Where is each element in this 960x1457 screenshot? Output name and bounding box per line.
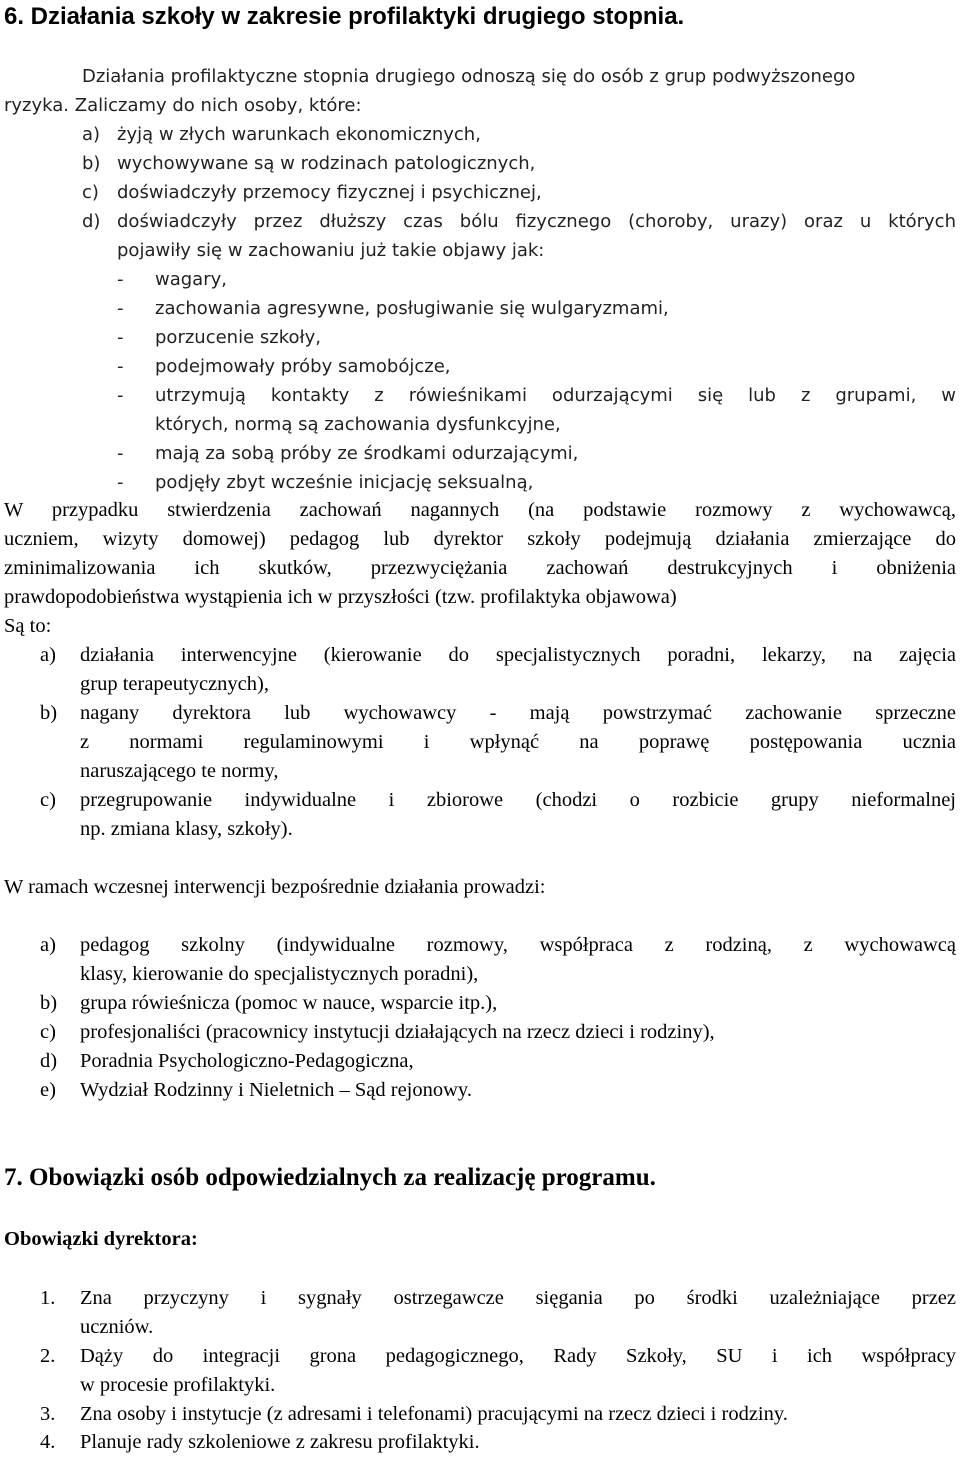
list-item: utrzymują kontakty z rówieśnikami odurzającymi się lub z grupami, w [155, 385, 956, 406]
list-item-continuation: których, normą są zachowania dysfunkcyjne, [155, 414, 561, 435]
list-item: porzucenie szkoły, [155, 327, 321, 348]
list-item: mają za sobą próby ze środkami odurzającymi, [155, 443, 579, 464]
list-item-continuation: grup terapeutycznych), [80, 673, 269, 695]
list-item: Zna osoby i instytucje (z adresami i telefonami) pracującymi na rzecz dzieci i rodziny. [80, 1403, 788, 1425]
list-marker: d) [40, 1050, 58, 1072]
list-item: wychowywane są w rodzinach patologicznych, [117, 153, 536, 174]
paragraph-line: W przypadku stwierdzenia zachowań nagannych (na podstawie rozmowy z wychowawcą, [4, 499, 956, 521]
list-marker: 3. [40, 1403, 56, 1425]
list-marker: c) [82, 182, 99, 203]
list-marker: e) [40, 1079, 56, 1101]
list-item-continuation: np. zmiana klasy, szkoły). [80, 818, 293, 840]
list-item: doświadczyły przez dłuższy czas bólu fizycznego (choroby, urazy) oraz u których [117, 211, 956, 232]
list-item: Dąży do integracji grona pedagogicznego, Rady Szkoły, SU i ich współpracy [80, 1345, 956, 1367]
list-item: podejmowały próby samobójcze, [155, 356, 451, 377]
paragraph-line: uczniem, wizyty domowej) pedagog lub dyrektor szkoły podejmują działania zmierzające do [4, 528, 956, 550]
list-item-continuation: w procesie profilaktyki. [80, 1374, 276, 1396]
list-marker: b) [40, 702, 58, 724]
list-item: grupa rówieśnicza (pomoc w nauce, wsparcie itp.), [80, 992, 498, 1014]
list-marker: a) [40, 934, 56, 956]
list-item: wagary, [155, 269, 227, 290]
list-marker: - [117, 472, 124, 493]
section-7-heading: 7. Obowiązki osób odpowiedzialnych za realizację programu. [4, 1164, 656, 1191]
list-item-continuation: pojawiły się w zachowaniu już takie objawy jak: [117, 240, 545, 261]
list-marker: b) [40, 992, 58, 1014]
paragraph-line: prawdopodobieństwa wystąpienia ich w przyszłości (tzw. profilaktyka objawowa) [4, 586, 677, 608]
list-item-continuation: uczniów. [80, 1316, 154, 1338]
director-duties-subheading: Obowiązki dyrektora: [4, 1228, 198, 1250]
list-marker: c) [40, 1021, 56, 1043]
intro-line: Działania profilaktyczne stopnia drugiego odnoszą się do osób z grup podwyższonego [82, 66, 856, 87]
list-marker: - [117, 298, 124, 319]
list-marker: - [117, 385, 124, 406]
paragraph-line: zminimalizowania ich skutków, przezwyciężania zachowań destrukcyjnych i obniżenia [4, 557, 956, 579]
list-marker: d) [82, 211, 101, 232]
list-marker: a) [82, 124, 101, 145]
list-item-continuation: naruszającego te normy, [80, 760, 279, 782]
list-marker: 2. [40, 1345, 56, 1367]
list-item: zachowania agresywne, posługiwanie się wulgaryzmami, [155, 298, 669, 319]
early-intervention-label: W ramach wczesnej interwencji bezpośrednie działania prowadzi: [4, 876, 546, 898]
list-item: Wydział Rodzinny i Nieletnich – Sąd rejonowy. [80, 1079, 472, 1101]
list-item: Planuje rady szkoleniowe z zakresu profilaktyki. [80, 1431, 480, 1453]
list-marker: - [117, 356, 124, 377]
list-marker: 4. [40, 1431, 56, 1453]
list-item-continuation: z normami regulaminowymi i wpłynąć na poprawę postępowania ucznia [80, 731, 956, 753]
list-item: podjęły zbyt wcześnie inicjację seksualną, [155, 472, 534, 493]
list-marker: - [117, 443, 124, 464]
list-marker: b) [82, 153, 101, 174]
list-item: nagany dyrektora lub wychowawcy - mają powstrzymać zachowanie sprzeczne [80, 702, 956, 724]
list-item: doświadczyły przemocy fizycznej i psychicznej, [117, 182, 542, 203]
section-6-heading: 6. Działania szkoły w zakresie profilaktyki drugiego stopnia. [4, 3, 685, 30]
list-item: przegrupowanie indywidualne i zbiorowe (chodzi o rozbicie grupy nieformalnej [80, 789, 956, 811]
list-marker: c) [40, 789, 56, 811]
list-marker: 1. [40, 1287, 56, 1309]
list-item: profesjonaliści (pracownicy instytucji działających na rzecz dzieci i rodziny), [80, 1021, 715, 1043]
list-marker: - [117, 269, 124, 290]
list-item: Zna przyczyny i sygnały ostrzegawcze sięgania po środki uzależniające przez [80, 1287, 956, 1309]
list-item: działania interwencyjne (kierowanie do specjalistycznych poradni, lekarzy, na zajęcia [80, 644, 956, 666]
list-item: żyją w złych warunkach ekonomicznych, [117, 124, 481, 145]
list-item-continuation: klasy, kierowanie do specjalistycznych poradni), [80, 963, 479, 985]
list-marker: - [117, 327, 124, 348]
list-item: pedagog szkolny (indywidualne rozmowy, współpraca z rodziną, z wychowawcą [80, 934, 956, 956]
list-item: Poradnia Psychologiczno-Pedagogiczna, [80, 1050, 414, 1072]
are-label: Są to: [4, 615, 52, 637]
list-marker: a) [40, 644, 56, 666]
intro-line: ryzyka. Zaliczamy do nich osoby, które: [4, 95, 362, 116]
